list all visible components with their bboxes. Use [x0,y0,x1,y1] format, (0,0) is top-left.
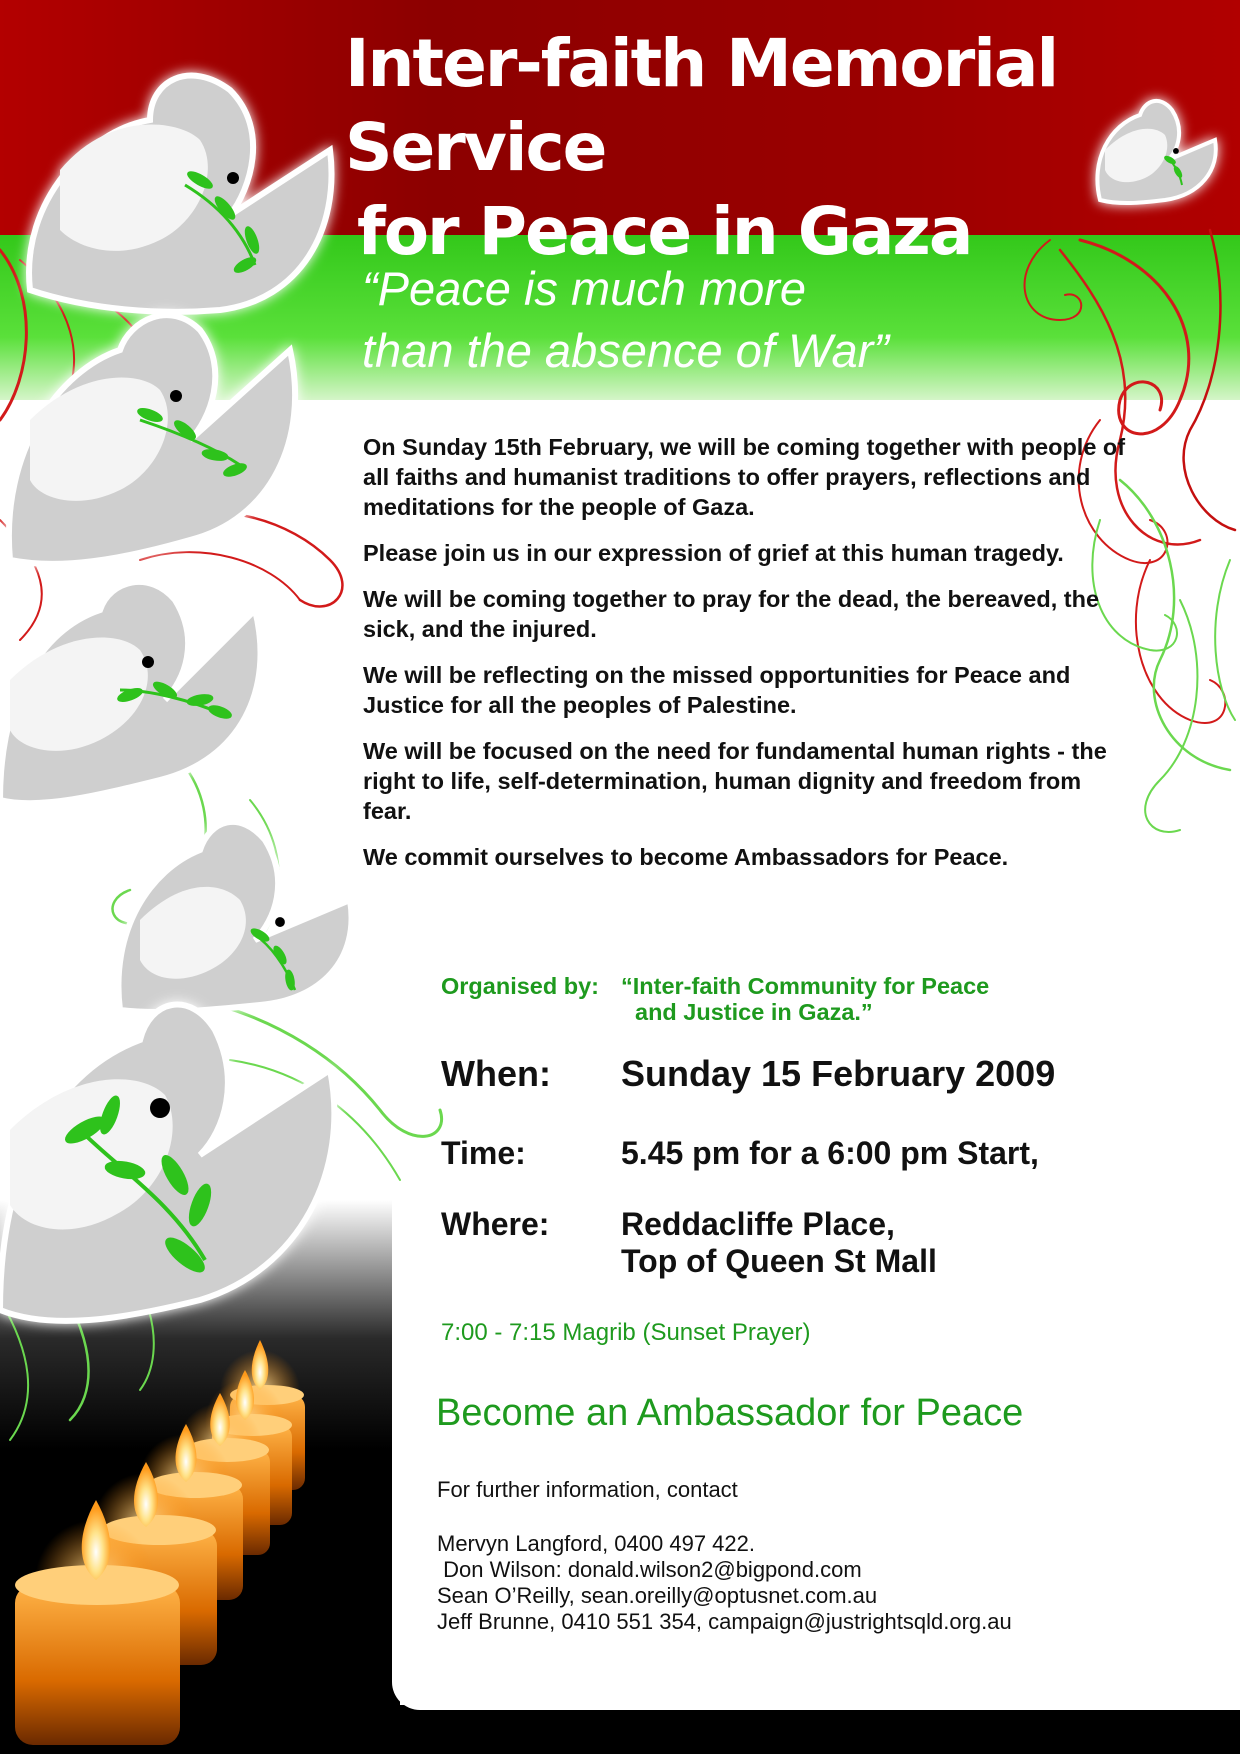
dove-icon [29,76,331,312]
paragraph-commit: We commit ourselves to become Ambassadors for Peace. [363,844,1009,870]
title-line-2: for Peace in Gaza [357,193,972,270]
time-label: Time: [441,1135,526,1171]
intro-date: On Sunday 15th February [363,434,648,460]
time-value: 5.45 pm for a 6:00 pm Start, [621,1135,1039,1171]
quote-line-1: “Peace is much more [362,262,807,315]
organised-line-1: “Inter-faith Community for Peace [621,973,990,999]
where-value [621,1206,1181,1280]
where-line-1: Reddacliffe Place, [621,1206,895,1242]
title-line-1: Inter-faith Memorial Service [345,25,1058,186]
contact-line: Jeff Brunne, 0410 551 354, campaign@justrightsqld.org.au [437,1609,1012,1634]
when-label: When: [441,1053,551,1094]
where-label: Where: [441,1206,550,1242]
paragraph-grief: Please join us in our expression of grief at this human tragedy. [363,540,1064,566]
organised-line-2: and Justice in Gaza.” [635,999,873,1025]
dove-icon [9,315,295,564]
dove-icon [118,822,351,1012]
contact-line: Don Wilson: donald.wilson2@bigpond.com [437,1557,862,1582]
paragraph-rights: We will be focused on the need for fundamental human rights - the right to life, self-determination, human dignity and freedom from fear. [363,738,1107,824]
contact-line: Sean O’Reilly, sean.oreilly@optusnet.com.au [437,1583,878,1608]
event-description [363,432,1133,888]
paragraph-pray: We will be coming together to pray for the dead, the bereaved, the sick, and the injured. [363,586,1100,642]
quote-line-2: than the absence of War” [362,324,889,377]
dove-icon [0,582,261,803]
poster-title [345,22,1225,274]
organised-label: Organised by: [441,973,600,999]
intro-text: , we will be coming together with people of all faiths and humanist traditions to offer prayers, reflections and meditations for the people of Gaza. [363,434,1126,520]
ambassador-heading: Become an Ambassador for Peace [436,1392,1024,1434]
contact-intro: For further information, contact [437,1477,738,1502]
prayer-note: 7:00 - 7:15 Magrib (Sunset Prayer) [441,1319,811,1346]
when-value: Sunday 15 February 2009 [621,1053,1056,1094]
contact-info [437,1477,1012,1635]
paragraph-reflect: We will be reflecting on the missed opportunities for Peace and Justice for all the peoples of Palestine. [363,662,1071,718]
where-line-2: Top of Queen St Mall [621,1243,937,1279]
dove-icon [0,1005,334,1321]
intro-paragraph [363,432,1133,522]
contact-line: Mervyn Langford, 0400 497 422. [437,1531,756,1556]
organised-value [621,973,1081,1025]
peace-quote [362,258,1082,382]
